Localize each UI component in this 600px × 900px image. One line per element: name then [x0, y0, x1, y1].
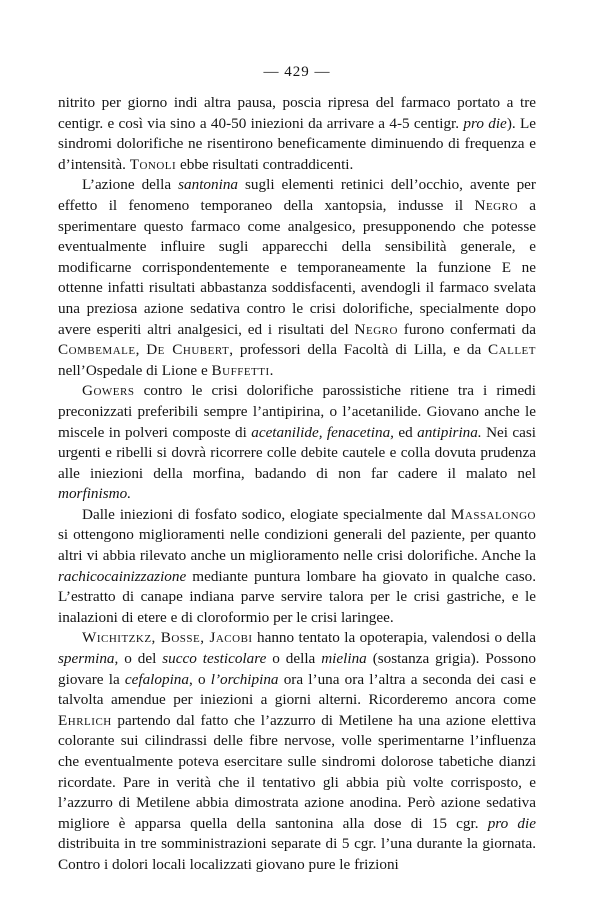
italic-term: morfinismo. — [58, 485, 131, 503]
italic-term: succo testicolare — [162, 650, 267, 668]
italic-term: pro die — [487, 814, 536, 832]
text-run: , o — [188, 670, 211, 688]
text-run: sugli elementi retinici dell’occhio, avente per effetto il fenomeno temporaneo della xantopsia, indusse il — [58, 176, 536, 214]
author-name: Massalongo — [450, 505, 536, 523]
author-name: Tonoli — [129, 155, 177, 173]
paragraph-1 — [58, 93, 536, 175]
text-run: ora l’una ora l’altra a seconda dei casi e talvolta amendue per iniezioni a giorni alterni. Ricorderemo ancora come — [58, 670, 536, 709]
text-run: , — [135, 341, 147, 359]
italic-term: l’orchipina — [210, 670, 279, 688]
author-name: Buffetti — [211, 361, 270, 379]
text-run: ed — [393, 423, 418, 441]
author-name: Negro — [474, 196, 518, 214]
text-run: , professori della Facoltà di Lilla, e da — [229, 341, 489, 359]
paragraph-3 — [58, 381, 536, 505]
text-run: Dalle iniezioni di fosfato sodico, elogiate specialmente dal — [82, 505, 451, 523]
text-run: hanno tentato la opoterapia, valendosi o della — [252, 629, 536, 647]
author-name: Callet — [488, 341, 536, 359]
text-run: nell’Ospedale di Lione e — [58, 361, 212, 379]
text-run: , o del — [114, 650, 163, 668]
text-run: ). Le sindromi dolorifiche ne risentirono beneficamente diminuendo di frequenza e d’intensità. — [58, 114, 537, 173]
text-run: distribuita in tre somministrazioni separate di 5 cgr. l’una durante la giornata. Contro i dolori locali localizzati giovano pure le frizioni — [58, 835, 536, 873]
italic-term: acetanilide, fenacetina, — [251, 423, 394, 441]
paragraph-4 — [58, 505, 536, 629]
text-run: contro le crisi dolorifiche parossistiche ritiene tra i rimedi preconizzati preferibili sempre l’antipirina, o l’acetanilide. Giovano anche le miscele in polveri composte di — [58, 382, 536, 441]
author-name: Wichitzkz, Bosse, Jacobi — [82, 629, 253, 647]
italic-term: rachicocainizzazione — [58, 567, 187, 585]
author-name: Negro — [354, 320, 398, 338]
author-name: Gowers — [82, 382, 135, 400]
italic-term: santonina — [178, 176, 239, 194]
author-name: Combemale — [58, 341, 136, 359]
text-run: furono confermati da — [397, 320, 537, 338]
author-name: De Chubert — [146, 341, 230, 359]
text-run: a sperimentare questo farmaco come analgesico, presupponendo che potesse eventualmente influire sugli apparecchi della sensibilità generale, e modificarne corrispondentemente e temporaneamente la funzione E ne ottenne infatti risultati abbastanza soddisfacenti, avendogli il farmaco svelata una preziosa azione sedativa contro le crisi dolorifiche, specialmente dopo avere esperiti altri analgesici, ed i risultati del — [58, 196, 536, 338]
text-run: nitrito per giorno indi altra pausa, poscia ripresa del farmaco portato a tre centigr. e così via sino a 40-50 iniezioni da arrivare a 4-5 centigr. — [58, 94, 536, 132]
paragraph-5 — [58, 628, 536, 875]
paragraph-2 — [58, 175, 536, 381]
author-name: Ehrlich — [58, 711, 112, 729]
italic-term: pro die — [463, 114, 507, 132]
text-run: si ottengono miglioramenti nelle condizioni generali del paziente, per quanto altri vi abbia rilevato anche un miglioramento nelle crisi dolorifiche. Anche la — [58, 526, 536, 565]
text-run: partendo dal fatto che l’azzurro di Metilene ha una azione elettiva colorante sui cilindrassi delle fibre nervose, volle sperimentarne l’influenza che eventualmente poteva esercitare sulle sindromi dolorose tabetiche dianzi ricordate. Pare in verità che il tentativo gli abbia più volte corrisposto, e l’azzurro di Metilene abbia dimostrata azione anodina. Però azione sedativa migliore è apparsa quella della santonina alla dose di 15 cgr. — [58, 711, 536, 832]
italic-term: mielina — [321, 650, 367, 668]
text-run: Nei casi urgenti e ribelli si dovrà ricorrere colle debite cautele e colla dovuta prudenza alle iniezioni della morfina, badando di non far cadere il malato nel — [58, 423, 537, 482]
italic-term: spermina — [58, 650, 115, 668]
text-run: ebbe risultati contraddicenti. — [176, 155, 354, 173]
text-run: (sostanza grigia). Possono giovare la — [58, 650, 536, 688]
text-run: mediante puntura lombare ha giovato in qualche caso. L’estratto di canape indiana parve servire talora per le crisi gastriche, e le inalazioni di etere e di cloroformio per le crisi laringee. — [58, 567, 536, 626]
italic-term: antipirina. — [417, 423, 482, 441]
italic-term: cefalopina — [124, 670, 189, 688]
text-run: . — [269, 361, 274, 379]
text-run: o della — [266, 650, 322, 668]
text-run: L’azione della — [82, 176, 179, 194]
page-number: — 429 — — [263, 64, 331, 80]
